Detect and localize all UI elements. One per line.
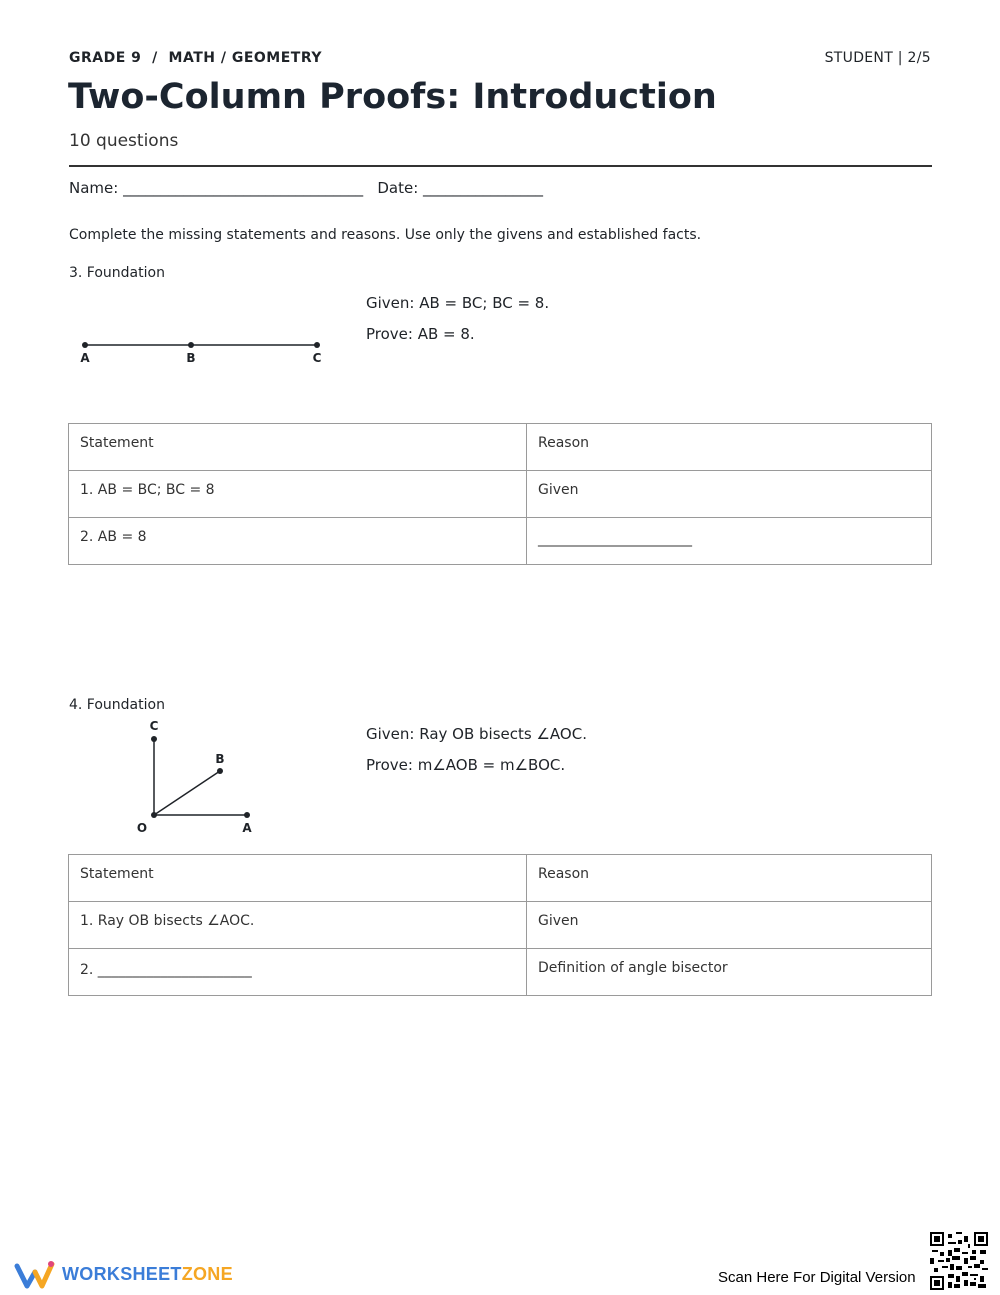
scan-text: Scan Here For Digital Version [718,1269,916,1286]
breadcrumb: GRADE 9 / MATH / GEOMETRY [69,50,322,66]
point-c [314,342,320,348]
ray-ob [154,771,220,815]
reason-header: Reason [527,424,932,471]
instructions: Complete the missing statements and reasons. Use only the givens and established facts. [69,227,702,243]
statement-cell: 1. AB = BC; BC = 8 [69,471,527,518]
reason-cell: Given [527,902,932,949]
angle-bisector-diagram [130,716,270,838]
page-info: STUDENT | 2/5 [824,50,931,66]
question-3-proof-table [68,423,932,565]
reason-header: Reason [527,855,932,902]
qr-code-icon[interactable] [930,1232,988,1290]
table-header-row [69,424,932,471]
name-date-line: Name: ________________________________ Date: ________________ [69,179,544,197]
label-b: B [186,351,196,365]
statement-cell: 1. Ray OB bisects ∠AOC. [69,902,527,949]
table-row [69,949,932,996]
page-title: Two-Column Proofs: Introduction [68,77,717,117]
label-a: A [242,821,252,835]
label-c: C [312,351,322,365]
brand-part1: WORKSHEET [62,1264,182,1284]
question-4-prove: Prove: m∠AOB = m∠BOC. [366,756,566,774]
question-3-prove: Prove: AB = 8. [366,325,475,343]
header-divider [69,165,932,167]
question-4-proof-table [68,854,932,996]
segment-diagram [70,330,340,375]
brand-part2: ZONE [181,1264,233,1284]
statement-header: Statement [69,424,527,471]
label-o: O [136,821,148,835]
statement-cell: 2. AB = 8 [69,518,527,565]
reason-cell: Definition of angle bisector [527,949,932,996]
table-row [69,902,932,949]
statement-blank[interactable]: 2. ______________________ [69,949,527,996]
reason-blank[interactable]: ______________________ [527,518,932,565]
question-3-label: 3. Foundation [69,265,165,281]
question-count: 10 questions [69,131,179,151]
point-a [244,812,250,818]
point-c [151,736,157,742]
point-b [217,768,223,774]
question-4-label: 4. Foundation [69,697,165,713]
table-row [69,471,932,518]
reason-cell: Given [527,471,932,518]
point-b [188,342,194,348]
point-o [151,812,157,818]
question-4-given: Given: Ray OB bisects ∠AOC. [366,725,587,743]
question-3-given: Given: AB = BC; BC = 8. [366,294,550,312]
worksheetzone-logo-icon [14,1260,56,1290]
label-c: C [149,719,159,733]
table-header-row [69,855,932,902]
statement-header: Statement [69,855,527,902]
table-row [69,518,932,565]
brand-name [62,1264,233,1285]
point-a [82,342,88,348]
label-a: A [80,351,90,365]
label-b: B [215,752,225,766]
